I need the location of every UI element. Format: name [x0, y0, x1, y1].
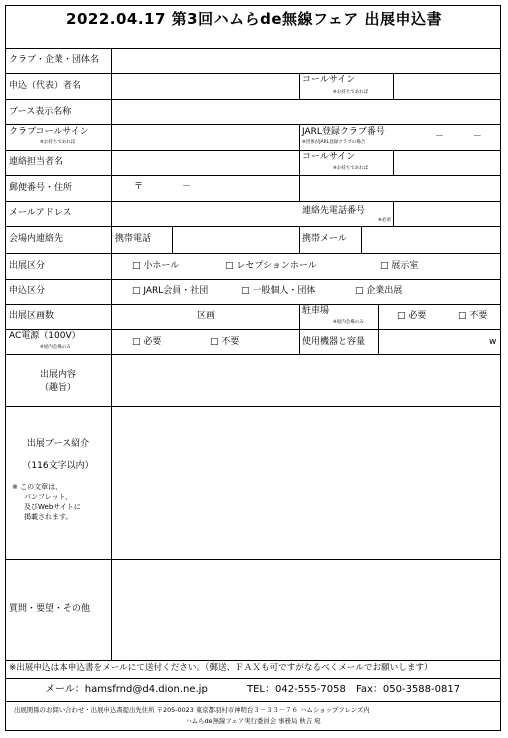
footer-org-line2: ハムらde無線フェア実行委員会 事務局 秋吉 宛 [185, 717, 321, 725]
equipment-field[interactable] [379, 330, 500, 353]
label-apply-type: 申込区分 [9, 286, 46, 296]
label-contact-phone: 連絡先電話番号 [302, 206, 366, 216]
label-exhibit-type: 出展区分 [9, 261, 46, 271]
email-field[interactable] [112, 202, 298, 226]
label-contact-person: 連絡担当者名 [9, 157, 64, 167]
label-booth-name: ブース表示名称 [9, 107, 72, 117]
postal-dash: － [182, 182, 192, 192]
label-club: クラブ・企業・団体名 [9, 55, 100, 65]
callsign2-field[interactable] [394, 151, 500, 175]
option-reception-hall[interactable]: □ レセプションホール [225, 261, 317, 271]
booth-intro-note-4: 掲載されます。 [24, 513, 73, 521]
booth-intro-field[interactable] [112, 407, 500, 558]
label-club-callsign: クラブコールサイン [9, 127, 89, 137]
booth-count-field[interactable] [112, 305, 202, 328]
club-callsign-note: ※お持ちであれば [40, 140, 76, 145]
option-jarl-member[interactable]: □ JARL会員・社団 [132, 286, 209, 296]
contact-phone-field[interactable] [394, 202, 500, 226]
label-exhibit-content: 出展内容 [39, 370, 76, 380]
parking-note: ※屋内会場のみ [333, 320, 364, 325]
applicant-name-field[interactable] [112, 74, 298, 98]
questions-field[interactable] [112, 560, 500, 659]
jarl-club-no-field[interactable]: － － [435, 132, 482, 142]
label-address: 郵便番号・住所 [9, 183, 73, 193]
label-equipment: 使用機器と容量 [302, 337, 366, 347]
booth-name-field[interactable] [112, 100, 500, 124]
club-name-field[interactable] [112, 49, 500, 73]
callsign2-note: ※お持ちであれば [333, 166, 369, 171]
jarl-club-no-note: ※団体がJARL登録クラブの場合 [302, 140, 366, 145]
callsign-note: ※お持ちであれば [333, 90, 369, 95]
footer-tel: TEL：042-555-7058 [247, 684, 346, 695]
contact-phone-note: ※必須 [378, 218, 391, 223]
booth-intro-note-1: ※ この文章は、 [12, 483, 63, 491]
label-booth-count: 出展区画数 [9, 311, 55, 321]
label-venue-contact: 会場内連絡先 [9, 234, 64, 244]
option-corporate[interactable]: □ 企業出展 [355, 286, 403, 296]
footer-email: メール：hamsfrnd@d4.dion.ne.jp [45, 684, 208, 695]
option-ac-noneed[interactable]: □ 不要 [210, 337, 240, 347]
label-callsign: コールサイン [302, 75, 356, 85]
label-jarl-club-no: JARL登録クラブ番号 [302, 127, 385, 137]
club-callsign-field[interactable] [112, 125, 298, 149]
mobile-phone-field[interactable] [173, 227, 298, 252]
footer-org-line1: 出展関係のお問い合わせ・出展申込書提出先住所 〒205-0023 東京都羽村市神明台３－３３－７６ ハムショップフレンズ内 [14, 706, 370, 714]
callsign-field[interactable] [394, 74, 500, 98]
label-questions: 質問・要望・その他 [9, 604, 91, 614]
booth-intro-note-2: パンフレット、 [24, 493, 73, 501]
watt-unit: w [489, 337, 497, 347]
label-booth-intro: 出展ブース紹介 [26, 439, 90, 449]
form-title: 2022.04.17 第3回ハムらde無線フェア 出展申込書 [66, 10, 442, 28]
label-email: メールアドレス [9, 208, 72, 218]
option-ac-need[interactable]: □ 必要 [132, 337, 162, 347]
footer-fax: Fax：050-3588-0817 [356, 684, 461, 695]
option-parking-noneed[interactable]: □ 不要 [458, 311, 488, 321]
label-booth-intro-limit: （116文字以内） [22, 461, 94, 471]
label-callsign2: コールサイン [302, 152, 356, 162]
option-parking-need[interactable]: □ 必要 [397, 311, 427, 321]
postal-mark: 〒 [134, 182, 144, 192]
address-field[interactable] [112, 176, 500, 200]
option-exhibition-room[interactable]: □ 展示室 [380, 261, 419, 271]
label-parking: 駐車場 [302, 306, 330, 316]
contact-person-field[interactable] [112, 151, 298, 175]
label-mobile-mail: 携帯メール [302, 234, 347, 244]
mobile-mail-field[interactable] [362, 227, 500, 252]
label-applicant: 申込（代表）者名 [9, 81, 82, 91]
footer-notice: ※出展申込は本申込書をメールにて送付ください。（郵送、ＦＡＸも可ですがなるべくメールでお願いします） [9, 663, 433, 673]
label-ac-power: AC電源（100V） [9, 331, 81, 341]
booth-intro-note-3: 及びWebサイトに [24, 503, 81, 511]
booth-unit: 区画 [197, 311, 216, 321]
label-exhibit-content-sub: （趣旨） [39, 383, 76, 393]
option-small-hall[interactable]: □ 小ホール [132, 261, 180, 271]
label-mobile-phone: 携帯電話 [115, 234, 152, 244]
exhibit-content-field[interactable] [112, 355, 500, 405]
ac-power-note: ※屋内会場のみ [40, 345, 71, 350]
option-general[interactable]: □ 一般個人・団体 [241, 286, 316, 296]
